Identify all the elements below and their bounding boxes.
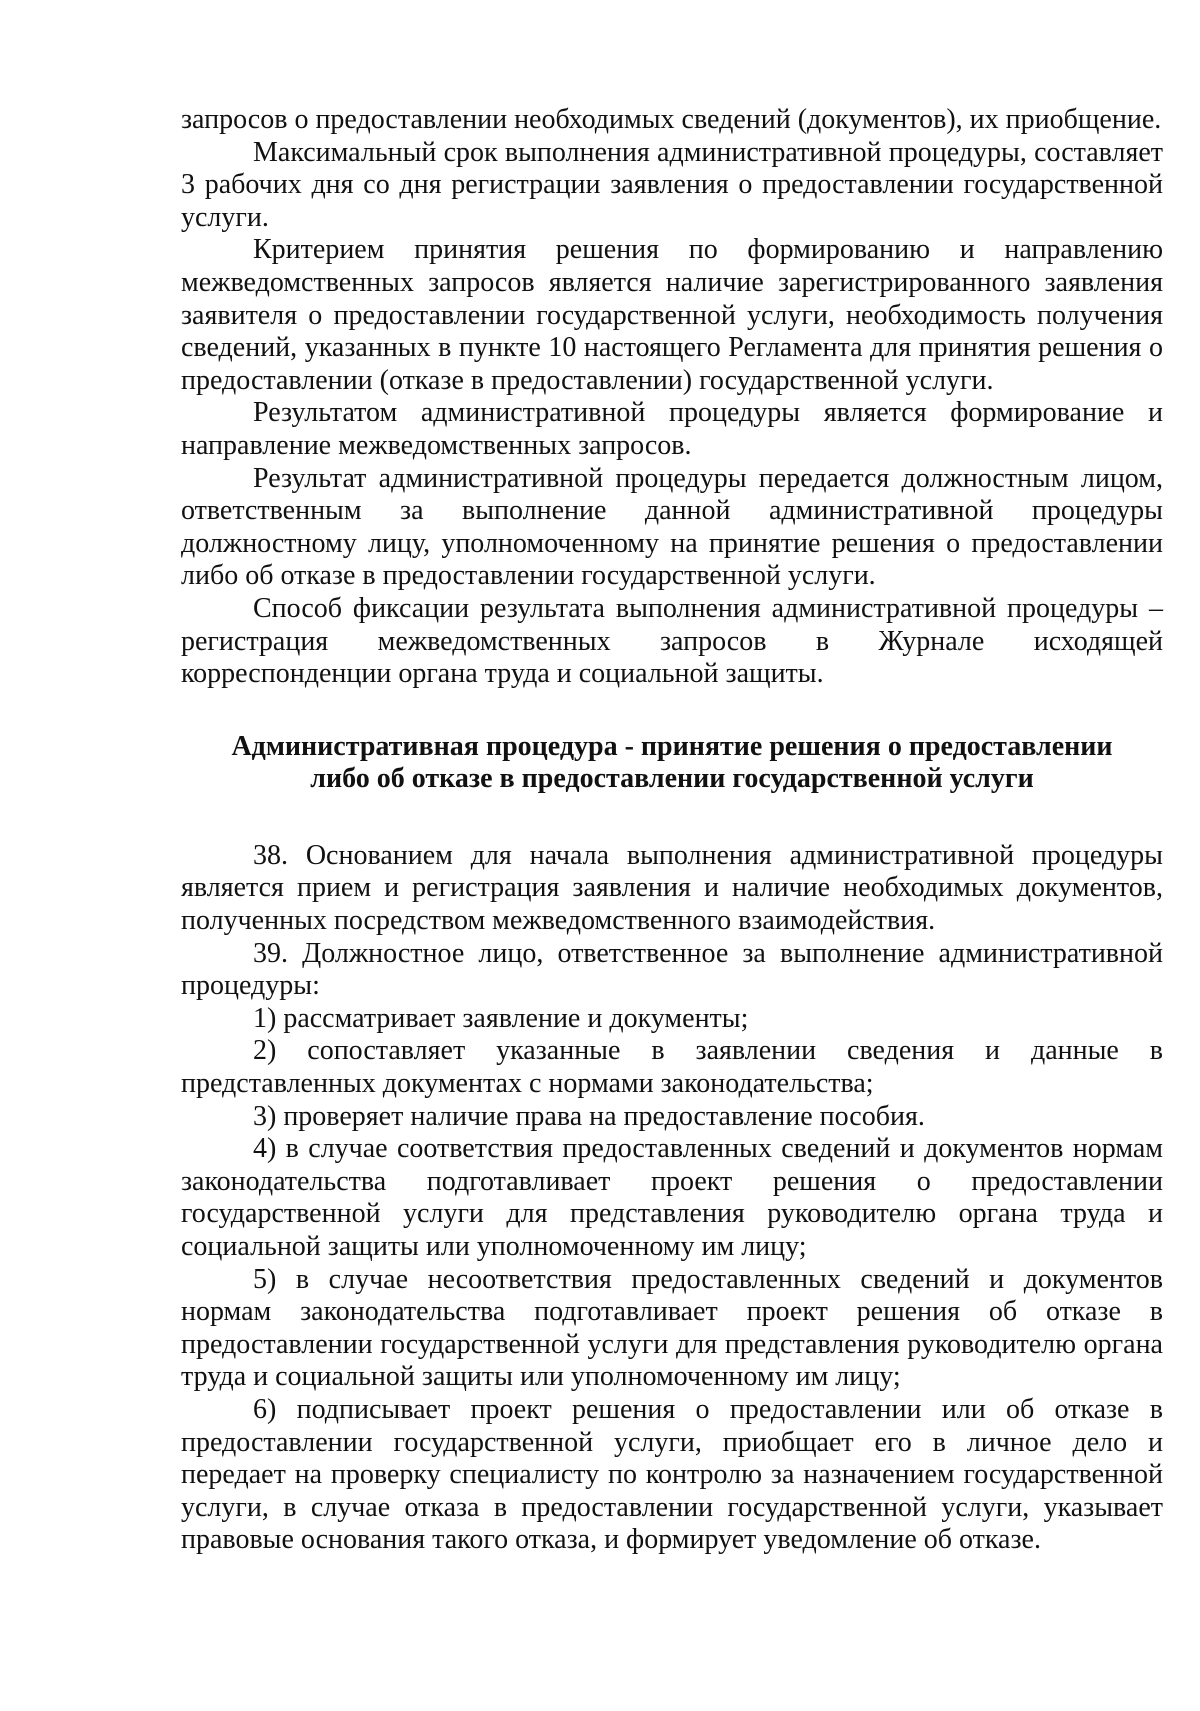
paragraph: Результат административной процедуры передается должностным лицом, ответственным за выполнение данной административной процедуры должностному лицу, уполномоченному на принятие решения о предоставлении либо об отказе в предоставлении государственной услуги. <box>181 462 1163 592</box>
document-page <box>181 104 1163 1557</box>
list-item: 2) сопоставляет указанные в заявлении сведения и данные в представленных документах с нормами законодательства; <box>181 1035 1163 1100</box>
paragraph: 39. Должностное лицо, ответственное за выполнение административной процедуры: <box>181 937 1163 1002</box>
paragraph: Способ фиксации результата выполнения административной процедуры – регистрация межведомственных запросов в Журнале исходящей корреспонденции органа труда и социальной защиты. <box>181 592 1163 690</box>
paragraph: Критерием принятия решения по формированию и направлению межведомственных запросов является наличие зарегистрированного заявления заявителя о предоставлении государственной услуги, необходимость получения сведений, указанных в пункте 10 настоящего Регламента для принятия решения о предоставлении (отказе в предоставлении) государственной услуги. <box>181 234 1163 396</box>
list-item: 5) в случае несоответствия предоставленных сведений и документов нормам законодательства подготавливает проект решения об отказе в предоставлении государственной услуги для представления руководителю органа труда и социальной защиты или уполномоченному им лицу; <box>181 1263 1163 1393</box>
list-item: 4) в случае соответствия предоставленных сведений и документов нормам законодательства подготавливает проект решения о предоставлении государственной услуги для представления руководителю органа труда и социальной защиты или уполномоченному им лицу; <box>181 1133 1163 1262</box>
paragraph: Результатом административной процедуры является формирование и направление межведомственных запросов. <box>181 397 1163 461</box>
section-heading-line: либо об отказе в предоставлении государственной услуги <box>310 763 1034 795</box>
paragraph: запросов о предоставлении необходимых сведений (документов), их приобщение. <box>181 104 1162 135</box>
list-item: 1) рассматривает заявление и документы; <box>253 1002 749 1034</box>
section-heading <box>181 731 1163 796</box>
list-item: 3) проверяет наличие права на предоставление пособия. <box>253 1100 925 1132</box>
list-item: 6) подписывает проект решения о предоставлении или об отказе в предоставлении государственной услуги, приобщает его в личное дело и передает на проверку специалисту по контролю за назначением государственной услуги, в случае отказа в предоставлении государственной услуги, указывает правовые основания такого отказа, и формирует уведомление об отказе. <box>181 1393 1163 1556</box>
paragraph: Максимальный срок выполнения административной процедуры, составляет 3 рабочих дня со дня регистрации заявления о предоставлении государственной услуги. <box>181 136 1163 233</box>
paragraph: 38. Основанием для начала выполнения административной процедуры является прием и регистрация заявления и наличие необходимых документов, полученных посредством межведомственного взаимодействия. <box>181 839 1163 937</box>
section-heading-line: Административная процедура - принятие решения о предоставлении <box>231 730 1113 762</box>
